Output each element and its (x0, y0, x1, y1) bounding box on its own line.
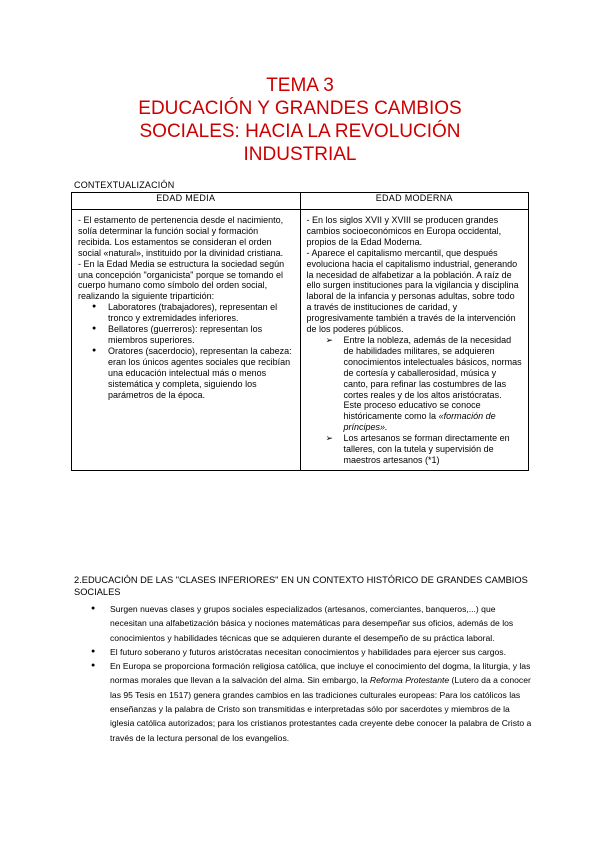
title-line-1: TEMA 3 (266, 75, 334, 96)
paragraph: - El estamento de pertenencia desde el nacimiento, solía determinar la función social y formación recibida. Los estamentos se consideran el orden social «natural», instituido por la divinidad cristiana. (78, 215, 284, 258)
column-header-edad-media: EDAD MEDIA (72, 193, 301, 210)
paragraph: - En los siglos XVII y XVIII se producen grandes cambios socioeconómicos en Europa occidental, propios de la Edad Moderna. (306, 215, 502, 247)
list-item (110, 659, 534, 745)
title-line-3: SOCIALES: HACIA LA REVOLUCIÓN (139, 121, 461, 142)
list-item (344, 335, 523, 433)
list-item: ● El futuro soberano y futuros aristócratas necesitan conocimientos y habilidades para ejercer sus cargos. (110, 645, 534, 659)
arrow-list (307, 335, 523, 466)
list-item: ● Bellatores (guerreros): representan los miembros superiores. (108, 324, 294, 346)
document-title (0, 74, 600, 166)
list-item: ● Laboratores (trabajadores), representan el tronco y extremidades inferiores. (108, 302, 294, 324)
cell-edad-media (72, 210, 301, 471)
paragraph: - Aparece el capitalismo mercantil, que después evoluciona hacia el capitalismo industrial, generando la necesidad de alfabetizar a la población. A raíz de ello surgen instituciones para la vigilancia y disciplina laboral de la infancia y personas adultas, sobre todo a través de instituciones de caridad, y progresivamente también a través de la intervención de los poderes públicos. (306, 247, 519, 335)
list-item: ● Surgen nuevas clases y grupos sociales especializados (artesanos, comerciantes, banqueros,...) que necesitan una alfabetización básica y nociones matemáticas para desempeñar sus oficios, además de los conocimientos y habilidades técnicas que se adquieren durante el desempeño de su práctica laboral. (110, 602, 534, 645)
section-2 (74, 574, 534, 745)
emphasis-text: «formación de príncipes». (343, 411, 496, 433)
cell-edad-moderna (300, 210, 529, 471)
section-heading-clases-inferiores: 2.EDUCACIÓN DE LAS "CLASES INFERIORES" EN UN CONTEXTO HISTÓRICO DE GRANDES CAMBIOS SOCIALES (74, 575, 528, 597)
estamentos-list (78, 302, 294, 400)
paragraph: - En la Edad Media se estructura la sociedad según una concepción "organicista" porque se tomando el cuerpo humano como símbolo del orden social, realizando la siguiente tripartición: (78, 258, 285, 302)
list-item-text: (Lutero da a conocer las 95 Tesis en 1517) genera grandes cambios en las tradiciones culturales europeas: Para los católicos las enseñanzas y la palabra de Cristo son transmitidas e interpretadas sólo por sacerdotes y miembros de la iglesia católica autorizados; para los cristianos protestantes cada creyente debe conocer la palabra de Cristo a través de la lectura personal de los evangelios. (110, 675, 532, 743)
list-item: ➢ Los artesanos se forman directamente en talleres, con la tutela y supervisión de maestros artesanos (*1) (344, 433, 523, 466)
list-item-text: En Europa se proporciona formación religiosa católica, que incluye el conocimiento del dogma, la liturgia, y las normas morales que llevan a la salvación del alma. Sin embargo, la (110, 661, 531, 686)
list-item: ● Oratores (sacerdocio), representan la cabeza: eran los únicos agentes sociales que recibían una educación intelectual más o menos sistemática y completa, siguiendo los parámetros de la época. (108, 346, 294, 401)
section-heading-contextualizacion: CONTEXTUALIZACIÓN (74, 180, 175, 190)
title-line-4: INDUSTRIAL (243, 144, 357, 165)
section-2-list (74, 602, 534, 745)
comparison-table (71, 192, 529, 471)
column-header-edad-moderna: EDAD MODERNA (300, 193, 529, 210)
list-item-text: Entre la nobleza, además de la necesidad de habilidades militares, se adquieren conocimientos intelectuales básicos, normas de cortesía y caballerosidad, música y canto, para refinar las costumbres de las cortes reales y de los altos aristócratas. Este proceso educativo se conoce históricamente como la (343, 334, 522, 422)
title-line-2: EDUCACIÓN Y GRANDES CAMBIOS (138, 98, 462, 119)
emphasis-text: Reforma Protestante (369, 675, 450, 686)
